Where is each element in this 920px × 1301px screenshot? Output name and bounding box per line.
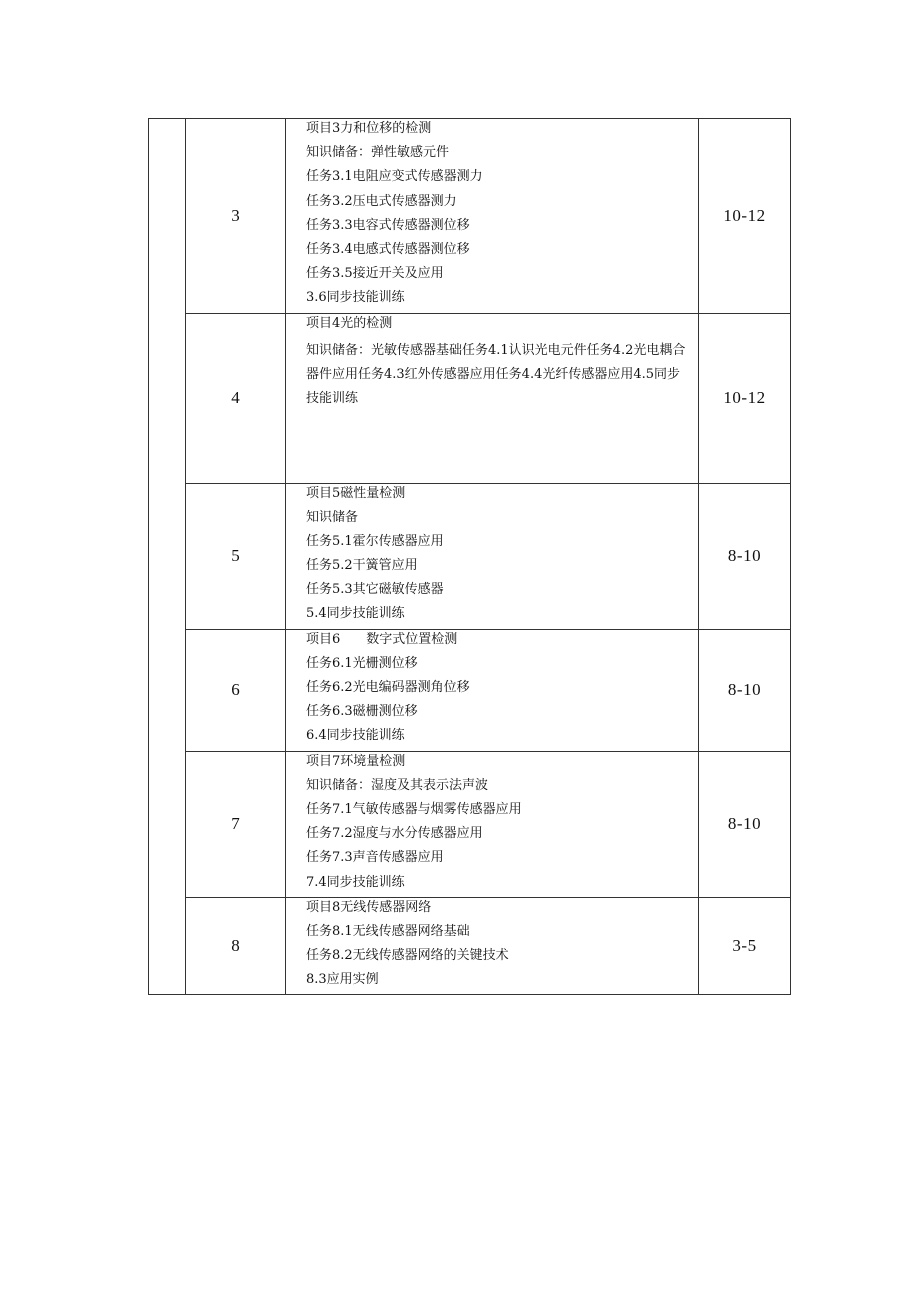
class-hours: 10-12	[699, 313, 791, 483]
table-row	[149, 313, 791, 483]
syllabus-table-body	[149, 119, 791, 995]
content-line: 任务8.2无线传感器网络的关键技术	[306, 948, 509, 964]
syllabus-table	[148, 118, 791, 995]
project-content	[286, 483, 699, 629]
content-line: 任务5.3其它磁敏传感器	[306, 582, 444, 598]
content-line: 任务6.3磁栅测位移	[306, 704, 418, 720]
content-line: 任务5.2干簧管应用	[306, 558, 418, 574]
project-number: 3	[186, 119, 286, 314]
class-hours: 8-10	[699, 751, 791, 897]
content-line: 任务3.3电容式传感器测位移	[306, 217, 470, 233]
content-line: 7.4同步技能训练	[306, 874, 405, 890]
content-line: 任务6.1光栅测位移	[306, 655, 418, 671]
table-row	[149, 751, 791, 897]
class-hours: 10-12	[699, 119, 791, 314]
table-row	[149, 119, 791, 314]
content-line: 项目6 数字式位置检测	[306, 631, 458, 647]
content-line: 项目4光的检测	[306, 315, 393, 331]
content-line: 任务8.1无线传感器网络基础	[306, 923, 470, 939]
content-line: 5.4同步技能训练	[306, 606, 405, 622]
content-line: 任务3.5接近开关及应用	[306, 266, 444, 282]
content-line: 任务3.2压电式传感器测力	[306, 193, 457, 209]
content-line: 8.3应用实例	[306, 972, 379, 988]
project-number: 6	[186, 629, 286, 751]
content-paragraph: 知识储备：光敏传感器基础任务4.1认识光电元件任务4.2光电耦合器件应用任务4.3红外传感器应用任务4.4光纤传感器应用4.5同步技能训练	[306, 342, 686, 406]
project-number: 5	[186, 483, 286, 629]
project-content	[286, 897, 699, 995]
project-content	[286, 119, 699, 314]
table-row	[149, 483, 791, 629]
content-line: 项目8无线传感器网络	[306, 899, 432, 915]
content-line: 知识储备：湿度及其表示法声波	[306, 777, 489, 793]
class-hours: 3-5	[699, 897, 791, 995]
content-line: 知识储备	[306, 509, 359, 525]
blank-column-cell	[149, 119, 186, 995]
content-line: 任务7.2湿度与水分传感器应用	[306, 826, 483, 842]
content-line: 任务7.3声音传感器应用	[306, 850, 444, 866]
content-line: 3.6同步技能训练	[306, 290, 405, 306]
content-line: 6.4同步技能训练	[306, 728, 405, 744]
content-line: 任务3.1电阻应变式传感器测力	[306, 169, 483, 185]
project-number: 8	[186, 897, 286, 995]
content-line: 项目3力和位移的检测	[306, 121, 432, 136]
table-row	[149, 629, 791, 751]
class-hours: 8-10	[699, 629, 791, 751]
class-hours: 8-10	[699, 483, 791, 629]
project-content	[286, 629, 699, 751]
content-line: 知识储备：弹性敏感元件	[306, 145, 450, 161]
content-line: 项目7环境量检测	[306, 753, 406, 769]
content-line: 任务7.1气敏传感器与烟雾传感器应用	[306, 801, 522, 817]
content-line: 任务5.1霍尔传感器应用	[306, 533, 444, 549]
content-line: 任务6.2光电编码器测角位移	[306, 680, 470, 695]
project-number: 4	[186, 313, 286, 483]
content-line: 项目5磁性量检测	[306, 485, 406, 501]
project-content	[286, 751, 699, 897]
table-row	[149, 897, 791, 995]
project-number: 7	[186, 751, 286, 897]
project-content	[286, 313, 699, 483]
content-line: 任务3.4电感式传感器测位移	[306, 241, 470, 257]
